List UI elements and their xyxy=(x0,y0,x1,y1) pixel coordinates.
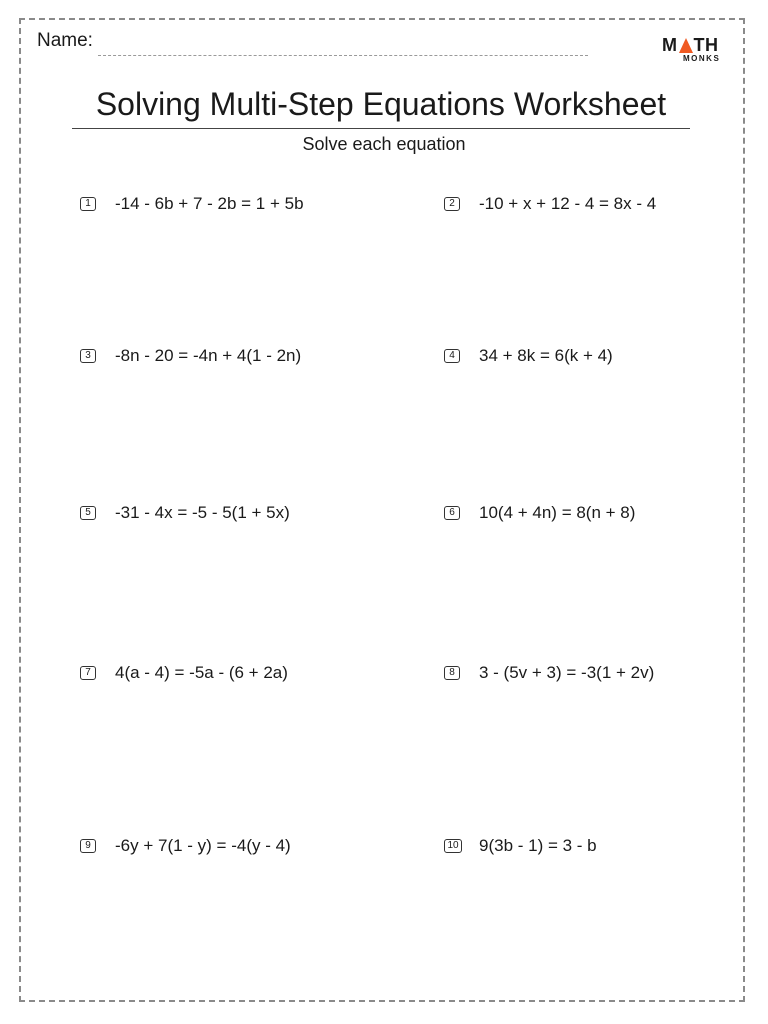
problem-5 xyxy=(80,502,290,524)
problem-number-badge: 7 xyxy=(80,666,96,680)
problem-1 xyxy=(80,193,304,215)
logo-letters-th: TH xyxy=(693,35,719,55)
problem-number-badge: 2 xyxy=(444,197,460,211)
problem-number-badge: 8 xyxy=(444,666,460,680)
problem-8 xyxy=(444,662,654,684)
problem-4 xyxy=(444,345,613,367)
name-line[interactable] xyxy=(98,55,588,56)
problem-equation: 34 + 8k = 6(k + 4) xyxy=(479,346,613,365)
problem-equation: -10 + x + 12 - 4 = 8x - 4 xyxy=(479,194,657,213)
problem-number-badge: 6 xyxy=(444,506,460,520)
problem-equation: -6y + 7(1 - y) = -4(y - 4) xyxy=(115,836,291,855)
logo-subtitle: MONKS xyxy=(683,54,721,63)
logo-letter-m: M xyxy=(662,35,678,55)
worksheet-title: Solving Multi-Step Equations Worksheet xyxy=(95,86,667,122)
problem-equation: -14 - 6b + 7 - 2b = 1 + 5b xyxy=(115,194,304,213)
name-label: Name: xyxy=(37,30,93,51)
problem-number-badge: 9 xyxy=(80,839,96,853)
problem-equation: 4(a - 4) = -5a - (6 + 2a) xyxy=(115,663,288,682)
problem-9 xyxy=(80,835,291,857)
problem-equation: 10(4 + 4n) = 8(n + 8) xyxy=(479,503,636,522)
logo-triangle-icon xyxy=(679,38,693,53)
problem-7 xyxy=(80,662,288,684)
problem-equation: -31 - 4x = -5 - 5(1 + 5x) xyxy=(115,503,290,522)
problem-number-badge: 4 xyxy=(444,349,460,363)
problem-equation: -8n - 20 = -4n + 4(1 - 2n) xyxy=(115,346,302,365)
problem-3 xyxy=(80,345,301,367)
problem-equation: 3 - (5v + 3) = -3(1 + 2v) xyxy=(479,663,655,682)
problem-equation: 9(3b - 1) = 3 - b xyxy=(479,836,597,855)
title-underline xyxy=(72,128,690,129)
instructions: Solve each equation xyxy=(302,134,466,154)
problem-number-badge: 5 xyxy=(80,506,96,520)
problem-2 xyxy=(444,193,656,215)
problem-10 xyxy=(444,835,597,857)
problem-6 xyxy=(444,502,635,524)
math-monks-logo xyxy=(662,35,732,65)
problem-number-badge: 10 xyxy=(444,839,462,853)
problem-number-badge: 3 xyxy=(80,349,96,363)
problem-number-badge: 1 xyxy=(80,197,96,211)
logo-wordmark xyxy=(662,35,719,55)
